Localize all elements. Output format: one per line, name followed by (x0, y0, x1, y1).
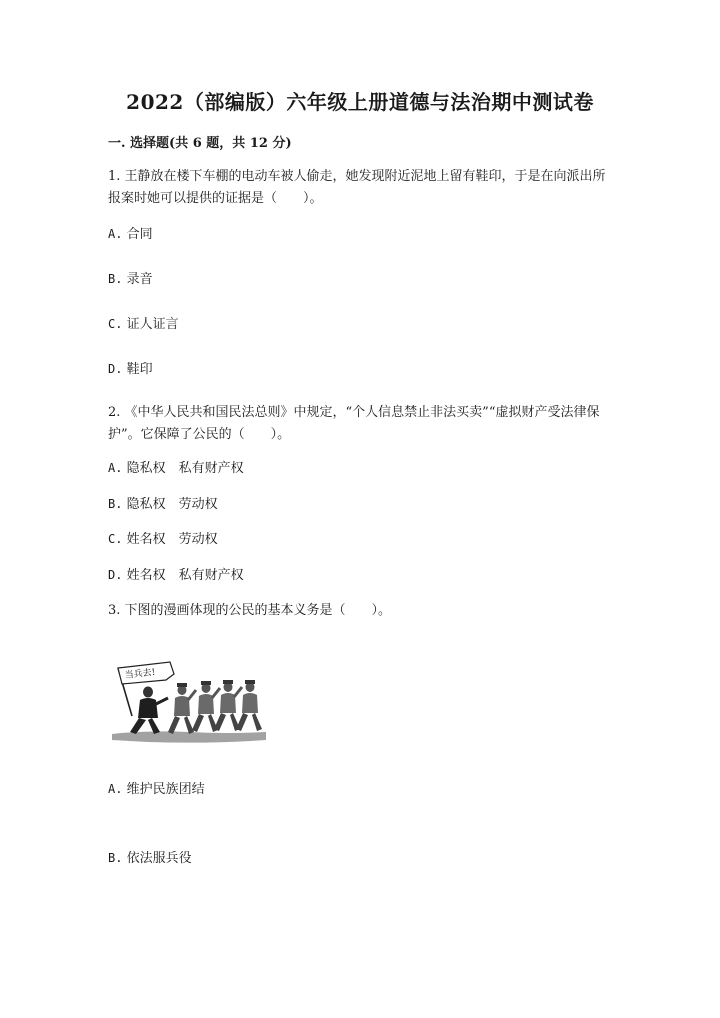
option-text: 隐私权 私有财产权 (126, 461, 244, 476)
flag-text: 当兵去! (124, 667, 156, 681)
option-letter: C. (108, 317, 123, 331)
option-letter: B. (108, 272, 123, 286)
question-1-option-c (108, 314, 179, 335)
option-letter: B. (108, 851, 123, 865)
option-text: 姓名权 私有财产权 (126, 568, 244, 583)
question-2-option-a (108, 458, 244, 479)
question-3-text: 3. 下图的漫画体现的公民的基本义务是（ ）。 (108, 603, 392, 618)
option-text: 姓名权 劳动权 (126, 532, 218, 547)
option-text: 录音 (126, 272, 153, 287)
option-text: 依法服兵役 (126, 851, 192, 866)
question-2-option-b (108, 494, 218, 515)
question-2-option-c (108, 529, 218, 550)
option-letter: D. (108, 568, 123, 582)
option-letter: A. (108, 782, 123, 796)
question-3-option-b (108, 848, 192, 869)
question-1-option-b (108, 269, 153, 290)
option-text: 合同 (126, 227, 153, 242)
question-2-text: 2. 《中华人民共和国民法总则》中规定，“个人信息禁止非法买卖”“虚拟财产受法律保护”。它保障了公民的（ ）。 (108, 405, 600, 442)
option-text: 证人证言 (126, 317, 179, 332)
question-1-option-d (108, 359, 153, 380)
page-title: 2022（部编版）六年级上册道德与法治期中测试卷 (126, 90, 594, 114)
option-letter: A. (108, 227, 123, 241)
option-text: 隐私权 劳动权 (126, 497, 218, 512)
option-text: 维护民族团结 (126, 782, 205, 797)
soldiers-marching-cartoon (108, 660, 268, 744)
option-letter: C. (108, 532, 123, 546)
option-letter: D. (108, 362, 123, 376)
option-letter: A. (108, 461, 123, 475)
option-letter: B. (108, 497, 123, 511)
section-header: 一. 选择题(共 6 题，共 12 分) (108, 136, 292, 151)
question-2-option-d (108, 565, 244, 586)
question-1-text: 1. 王静放在楼下车棚的电动车被人偷走，她发现附近泥地上留有鞋印，于是在向派出所报案时她可以提供的证据是（ ）。 (108, 169, 606, 206)
question-1-option-a (108, 224, 153, 245)
option-text: 鞋印 (126, 362, 153, 377)
question-3-option-a (108, 779, 205, 800)
